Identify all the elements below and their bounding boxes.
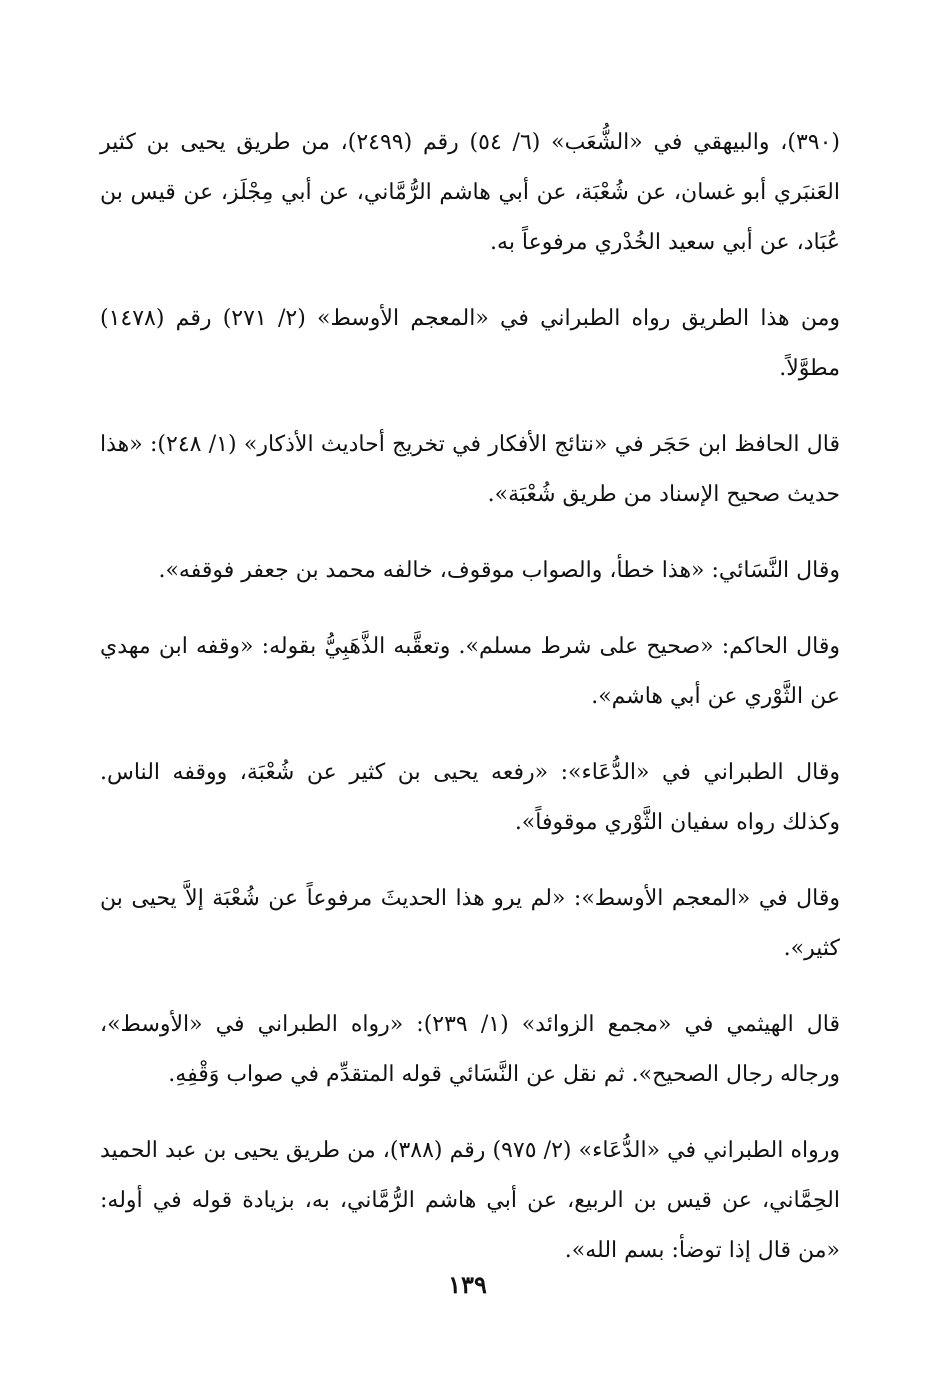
body-text (100, 118, 840, 1302)
paragraph-1: (٣٩٠)، والبيهقي في «الشُّعَب» (٦/ ٥٤) رقم (٢٤٩٩)، من طريق يحيى بن كثير العَنبَري أبو غسان، عن شُعْبَة، عن أبي هاشم الرُّمَّاني، عن أبي مِجْلَز، عن قيس بن عُبَاد، عن أبي سعيد الخُدْري مرفوعاً به. (100, 130, 841, 255)
paragraph-7: وقال في «المعجم الأوسط»: «لم يرو هذا الحديثَ مرفوعاً عن شُعْبَة إلاَّ يحيى بن كثير». (100, 886, 840, 961)
page-number: ١٣٩ (448, 1270, 487, 1299)
paragraph-6: وقال الطبراني في «الدُّعَاء»: «رفعه يحيى بن كثير عن شُعْبَة، ووقفه الناس. وكذلك رواه سفيان الثَّوْري موقوفاً». (100, 760, 840, 835)
paragraph-9: ورواه الطبراني في «الدُّعَاء» (٢/ ٩٧٥) رقم (٣٨٨)، من طريق يحيى بن عبد الحميد الحِمَّاني، عن قيس بن الربيع، عن أبي هاشم الرُّمَّاني، به، بزيادة قوله في أوله: «من قال إذا توضأ: بسم الله». (100, 1138, 840, 1263)
paragraph-2: ومن هذا الطريق رواه الطبراني في «المعجم الأوسط» (٢/ ٢٧١) رقم (١٤٧٨) مطوَّلاً. (100, 306, 841, 381)
paragraph-3: قال الحافظ ابن حَجَر في «نتائج الأفكار في تخريج أحاديث الأذكار» (١/ ٢٤٨): «هذا حديث صحيح الإسناد من طريق شُعْبَة». (100, 432, 841, 507)
paragraph-4: وقال النَّسَائي: «هذا خطأ، والصواب موقوف، خالفه محمد بن جعفر فوقفه». (158, 558, 840, 583)
paragraph-5: وقال الحاكم: «صحيح على شرط مسلم». وتعقَّبه الذَّهَبِيُّ بقوله: «وقفه ابن مهدي عن الثَّوْري عن أبي هاشم». (100, 634, 840, 709)
paragraph-8: قال الهيثمي في «مجمع الزوائد» (١/ ٢٣٩): «رواه الطبراني في «الأوسط»، ورجاله رجال الصحيح». ثم نقل عن النَّسَائي قوله المتقدِّم في صواب وَقْفِهِ. (100, 1012, 841, 1087)
